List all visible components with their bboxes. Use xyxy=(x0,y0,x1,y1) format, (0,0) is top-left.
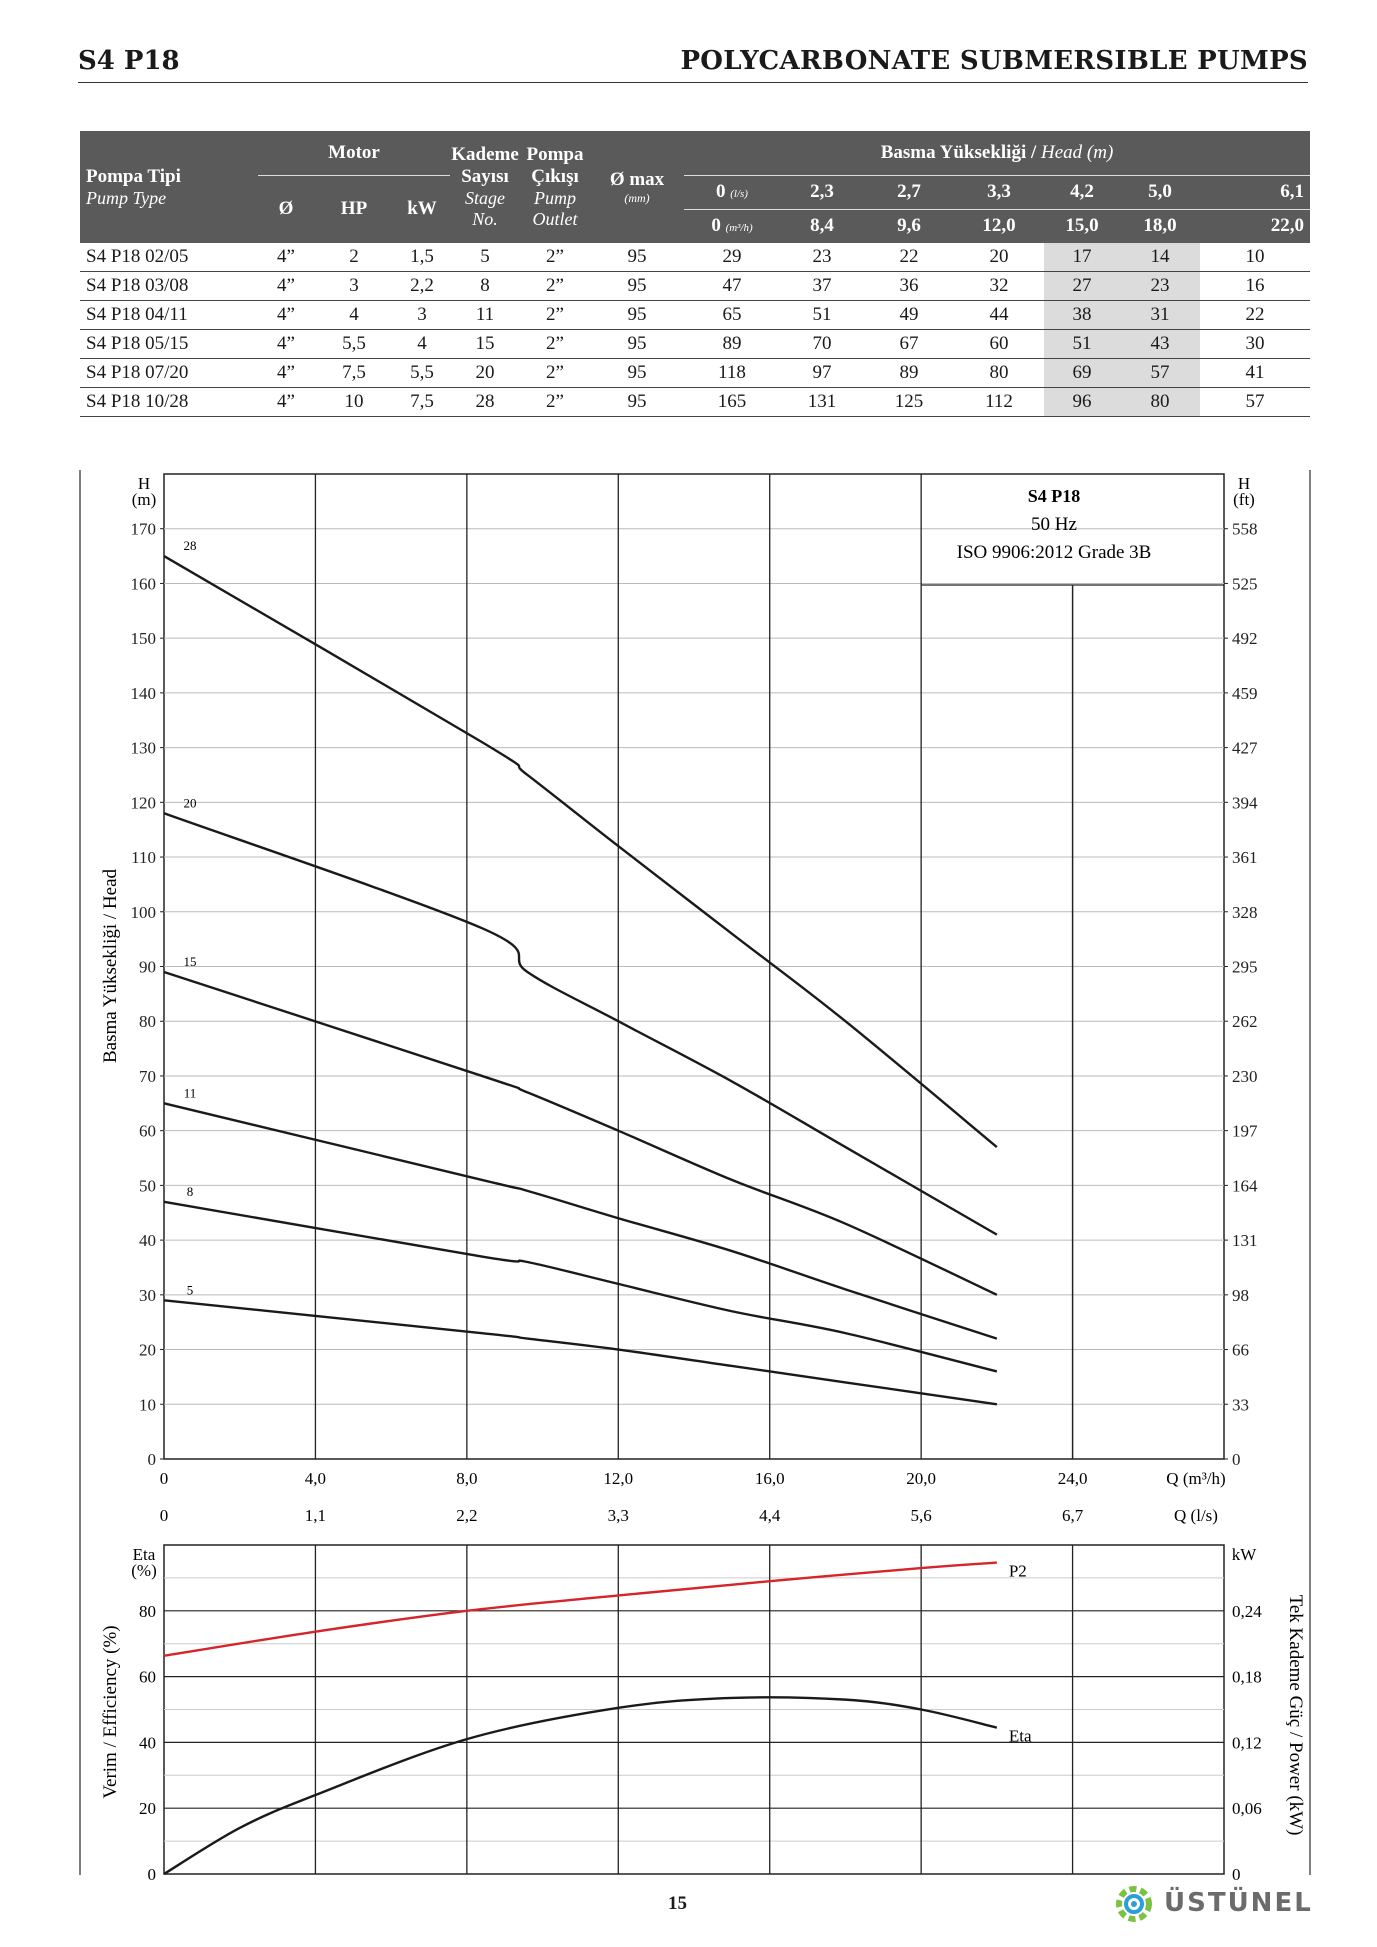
y-tick-label-ft: 295 xyxy=(1232,957,1258,977)
y-unit-left: H xyxy=(137,474,151,493)
pump-type-cell: S4 P18 05/15 xyxy=(80,330,258,359)
diameter-cell: 4” xyxy=(258,388,314,417)
kw-y-tick-label: 0,24 xyxy=(1232,1601,1262,1621)
y-tick-label: 110 xyxy=(131,848,156,868)
head-curve-5 xyxy=(164,1300,997,1404)
flow-m3h-6: 22,0 xyxy=(1200,209,1310,243)
y-tick-label: 130 xyxy=(130,738,156,758)
x-tick-label-ls: 6,7 xyxy=(1061,1506,1084,1525)
kw-y-tick-label: 0,12 xyxy=(1232,1733,1262,1753)
y-tick-label: 70 xyxy=(139,1066,156,1086)
hp-cell: 10 xyxy=(314,388,394,417)
y-tick-label: 30 xyxy=(139,1285,156,1305)
y-tick-label-ft: 558 xyxy=(1232,519,1258,539)
eta-unit-left: (%) xyxy=(131,1561,157,1580)
kw-y-tick-label: 0 xyxy=(1232,1865,1241,1884)
head-cell: 70 xyxy=(780,330,864,359)
chart-note: ISO 9906:2012 Grade 3B xyxy=(956,542,1152,563)
kw-cell: 1,5 xyxy=(394,243,450,272)
flow-ls-6: 6,1 xyxy=(1200,175,1310,209)
eta-unit-left: Eta xyxy=(132,1545,156,1564)
head-cell: 27 xyxy=(1044,272,1120,301)
head-cell: 97 xyxy=(780,359,864,388)
hp-cell: 3 xyxy=(314,272,394,301)
flow-m3h-5: 18,0 xyxy=(1120,209,1200,243)
head-cell: 67 xyxy=(864,330,954,359)
series-label-p2: P2 xyxy=(1008,1561,1027,1581)
flow-m3h-1: 8,4 xyxy=(780,209,864,243)
flow-ls-1: 2,3 xyxy=(780,175,864,209)
motor-header: Motor xyxy=(258,131,450,175)
outlet-cell: 2” xyxy=(520,272,590,301)
y-tick-label: 50 xyxy=(139,1176,156,1196)
head-cell: 49 xyxy=(864,301,954,330)
x-tick-label-ls: 4,4 xyxy=(759,1506,781,1525)
power-y-axis-label: Tek Kademe Güç / Power (kW) xyxy=(1285,1594,1306,1836)
curve-label-28: 28 xyxy=(183,538,197,554)
outlet-cell: 2” xyxy=(520,330,590,359)
head-header: Basma Yüksekliği / Head (m) xyxy=(684,131,1310,175)
x-axis-label: Q (m³/h) xyxy=(1166,1469,1226,1488)
kw-cell: 5,5 xyxy=(394,359,450,388)
head-cell: 23 xyxy=(1120,272,1200,301)
kw-cell: 2,2 xyxy=(394,272,450,301)
y-tick-label-ft: 262 xyxy=(1232,1012,1258,1032)
head-cell: 80 xyxy=(1120,388,1200,417)
y-tick-label: 100 xyxy=(130,902,156,922)
y-tick-label-ft: 394 xyxy=(1232,793,1258,813)
kw-y-tick-label: 0,06 xyxy=(1232,1799,1262,1819)
flow-ls-0: 0 (l/s) xyxy=(684,175,780,209)
pump-type-cell: S4 P18 02/05 xyxy=(80,243,258,272)
head-cell: 57 xyxy=(1120,359,1200,388)
head-cell: 69 xyxy=(1044,359,1120,388)
outlet-cell: 2” xyxy=(520,388,590,417)
y-tick-label-ft: 328 xyxy=(1232,902,1258,922)
y-tick-label: 170 xyxy=(130,519,156,539)
curve-label-11: 11 xyxy=(183,1085,197,1101)
motor-col-d: Ø xyxy=(258,175,314,243)
y-tick-label-ft: 66 xyxy=(1232,1340,1249,1360)
head-cell: 51 xyxy=(1044,330,1120,359)
eta-y-tick-label: 20 xyxy=(139,1799,156,1819)
curve-label-5: 5 xyxy=(186,1282,194,1298)
head-curve-20 xyxy=(164,813,997,1234)
y-tick-label: 90 xyxy=(139,957,156,977)
head-cell: 125 xyxy=(864,388,954,417)
eta-y-tick-label: 0 xyxy=(147,1865,156,1884)
head-cell: 22 xyxy=(864,243,954,272)
kw-cell: 7,5 xyxy=(394,388,450,417)
y-tick-label-ft: 230 xyxy=(1232,1066,1258,1086)
eta-y-tick-label: 80 xyxy=(139,1601,156,1621)
stage-header: Kademe Sayısı Stage No. xyxy=(450,131,520,243)
dmax-header: Ø max (mm) xyxy=(590,131,684,243)
hp-cell: 2 xyxy=(314,243,394,272)
head-cell: 65 xyxy=(684,301,780,330)
x-tick-label-ls: 3,3 xyxy=(607,1506,629,1525)
x-tick-label: 24,0 xyxy=(1057,1469,1088,1488)
head-cell: 89 xyxy=(864,359,954,388)
power-curve-p2 xyxy=(164,1563,997,1656)
series-label-eta: Eta xyxy=(1008,1726,1032,1746)
head-cell: 131 xyxy=(780,388,864,417)
head-curve-11 xyxy=(164,1103,997,1338)
head-cell: 43 xyxy=(1120,330,1200,359)
head-cell: 57 xyxy=(1200,388,1310,417)
head-cell: 118 xyxy=(684,359,780,388)
y-tick-label: 60 xyxy=(139,1121,156,1141)
head-cell: 60 xyxy=(954,330,1044,359)
x-tick-label-ls: 1,1 xyxy=(304,1506,327,1525)
x-tick-label: 8,0 xyxy=(456,1469,478,1488)
stage-cell: 20 xyxy=(450,359,520,388)
head-cell: 31 xyxy=(1120,301,1200,330)
x-tick-label: 4,0 xyxy=(304,1469,327,1488)
y-unit-left: (m) xyxy=(131,490,157,509)
y-axis-label: Basma Yüksekliği / Head xyxy=(100,868,121,1064)
curve-label-8: 8 xyxy=(186,1183,194,1199)
head-cell: 38 xyxy=(1044,301,1120,330)
x-tick-label: 16,0 xyxy=(754,1469,785,1488)
diameter-cell: 4” xyxy=(258,359,314,388)
x-axis-label-ls: Q (l/s) xyxy=(1174,1506,1218,1525)
y-tick-label-ft: 492 xyxy=(1232,629,1258,649)
head-cell: 29 xyxy=(684,243,780,272)
flow-ls-4: 4,2 xyxy=(1044,175,1120,209)
pump-type-cell: S4 P18 03/08 xyxy=(80,272,258,301)
head-cell: 41 xyxy=(1200,359,1310,388)
motor-col-hp: HP xyxy=(314,175,394,243)
eta-y-tick-label: 40 xyxy=(139,1733,156,1753)
eta-y-tick-label: 60 xyxy=(139,1667,156,1687)
chart-subtitle: 50 Hz xyxy=(1031,514,1077,535)
stage-cell: 5 xyxy=(450,243,520,272)
flow-ls-5: 5,0 xyxy=(1120,175,1200,209)
head-cell: 22 xyxy=(1200,301,1310,330)
model-title: S4 P18 xyxy=(78,46,180,76)
head-cell: 51 xyxy=(780,301,864,330)
stage-cell: 28 xyxy=(450,388,520,417)
stage-cell: 11 xyxy=(450,301,520,330)
diameter-cell: 4” xyxy=(258,301,314,330)
outlet-cell: 2” xyxy=(520,243,590,272)
eta-curve xyxy=(164,1697,997,1874)
y-tick-label: 150 xyxy=(130,629,156,649)
head-cell: 37 xyxy=(780,272,864,301)
y-tick-label-ft: 427 xyxy=(1232,738,1258,758)
x-tick-label-ls: 0 xyxy=(159,1506,169,1525)
head-cell: 165 xyxy=(684,388,780,417)
head-cell: 32 xyxy=(954,272,1044,301)
x-tick-label: 0 xyxy=(159,1469,169,1488)
pump-type-header: Pompa Tipi Pump Type xyxy=(80,131,258,243)
x-tick-label: 20,0 xyxy=(906,1469,937,1488)
outlet-cell: 2” xyxy=(520,301,590,330)
dmax-cell: 95 xyxy=(590,388,684,417)
head-cell: 80 xyxy=(954,359,1044,388)
hp-cell: 5,5 xyxy=(314,330,394,359)
head-cell: 36 xyxy=(864,272,954,301)
head-cell: 23 xyxy=(780,243,864,272)
kw-cell: 3 xyxy=(394,301,450,330)
x-tick-label-ls: 5,6 xyxy=(910,1506,932,1525)
y-tick-label: 140 xyxy=(130,683,156,703)
logo-text: ÜSTÜNEL xyxy=(1164,1888,1313,1918)
head-cell: 96 xyxy=(1044,388,1120,417)
y-tick-label-ft: 98 xyxy=(1232,1285,1249,1305)
head-cell: 47 xyxy=(684,272,780,301)
y-tick-label: 10 xyxy=(139,1395,156,1415)
head-cell: 112 xyxy=(954,388,1044,417)
y-tick-label: 20 xyxy=(139,1340,156,1360)
y-tick-label-ft: 525 xyxy=(1232,574,1258,594)
dmax-cell: 95 xyxy=(590,330,684,359)
y-tick-label-ft: 33 xyxy=(1232,1395,1249,1415)
chart-title: S4 P18 xyxy=(1027,486,1081,506)
head-cell: 89 xyxy=(684,330,780,359)
page-number: 15 xyxy=(668,1893,687,1914)
outlet-cell: 2” xyxy=(520,359,590,388)
head-cell: 30 xyxy=(1200,330,1310,359)
curve-label-15: 15 xyxy=(183,953,197,969)
head-cell: 10 xyxy=(1200,243,1310,272)
head-cell: 20 xyxy=(954,243,1044,272)
x-tick-label: 12,0 xyxy=(603,1469,634,1488)
y-unit-right: H xyxy=(1237,474,1251,493)
y-tick-label-ft: 361 xyxy=(1232,848,1258,868)
head-cell: 16 xyxy=(1200,272,1310,301)
y-tick-label-ft: 197 xyxy=(1232,1121,1258,1141)
y-tick-label: 160 xyxy=(130,574,156,594)
kw-y-tick-label: 0,18 xyxy=(1232,1667,1262,1687)
flow-m3h-0: 0 (m³/h) xyxy=(684,209,780,243)
flow-m3h-4: 15,0 xyxy=(1044,209,1120,243)
hp-cell: 4 xyxy=(314,301,394,330)
pump-type-cell: S4 P18 07/20 xyxy=(80,359,258,388)
eta-y-axis-label: Verim / Efficiency (%) xyxy=(100,1625,121,1799)
diameter-cell: 4” xyxy=(258,272,314,301)
curve-label-20: 20 xyxy=(183,795,197,811)
dmax-cell: 95 xyxy=(590,272,684,301)
head-cell: 14 xyxy=(1120,243,1200,272)
y-tick-label: 80 xyxy=(139,1012,156,1032)
hp-cell: 7,5 xyxy=(314,359,394,388)
flow-ls-3: 3,3 xyxy=(954,175,1044,209)
pump-type-cell: S4 P18 04/11 xyxy=(80,301,258,330)
flow-m3h-3: 12,0 xyxy=(954,209,1044,243)
stage-cell: 8 xyxy=(450,272,520,301)
head-cell: 17 xyxy=(1044,243,1120,272)
x-tick-label-ls: 2,2 xyxy=(456,1506,478,1525)
y-tick-label: 120 xyxy=(130,793,156,813)
motor-col-kw: kW xyxy=(394,175,450,243)
y-tick-label-ft: 131 xyxy=(1232,1231,1258,1251)
y-tick-label-ft: 164 xyxy=(1232,1176,1258,1196)
gear-icon xyxy=(1108,1880,1160,1928)
outlet-header: Pompa Çıkışı Pump Outlet xyxy=(520,131,590,243)
dmax-cell: 95 xyxy=(590,359,684,388)
kw-unit-right: kW xyxy=(1231,1545,1257,1564)
y-tick-label-ft: 0 xyxy=(1232,1450,1241,1469)
head-cell: 44 xyxy=(954,301,1044,330)
brand-logo xyxy=(1108,1880,1313,1928)
stage-cell: 15 xyxy=(450,330,520,359)
diameter-cell: 4” xyxy=(258,330,314,359)
head-curve-28 xyxy=(164,556,997,1147)
y-unit-right: (ft) xyxy=(1233,490,1255,509)
flow-ls-2: 2,7 xyxy=(864,175,954,209)
y-tick-label: 40 xyxy=(139,1231,156,1251)
dmax-cell: 95 xyxy=(590,243,684,272)
dmax-cell: 95 xyxy=(590,301,684,330)
kw-cell: 4 xyxy=(394,330,450,359)
diameter-cell: 4” xyxy=(258,243,314,272)
series-title: POLYCARBONATE SUBMERSIBLE PUMPS xyxy=(680,46,1308,76)
flow-m3h-2: 9,6 xyxy=(864,209,954,243)
pump-type-cell: S4 P18 10/28 xyxy=(80,388,258,417)
y-tick-label-ft: 459 xyxy=(1232,683,1258,703)
y-tick-label: 0 xyxy=(147,1450,156,1469)
